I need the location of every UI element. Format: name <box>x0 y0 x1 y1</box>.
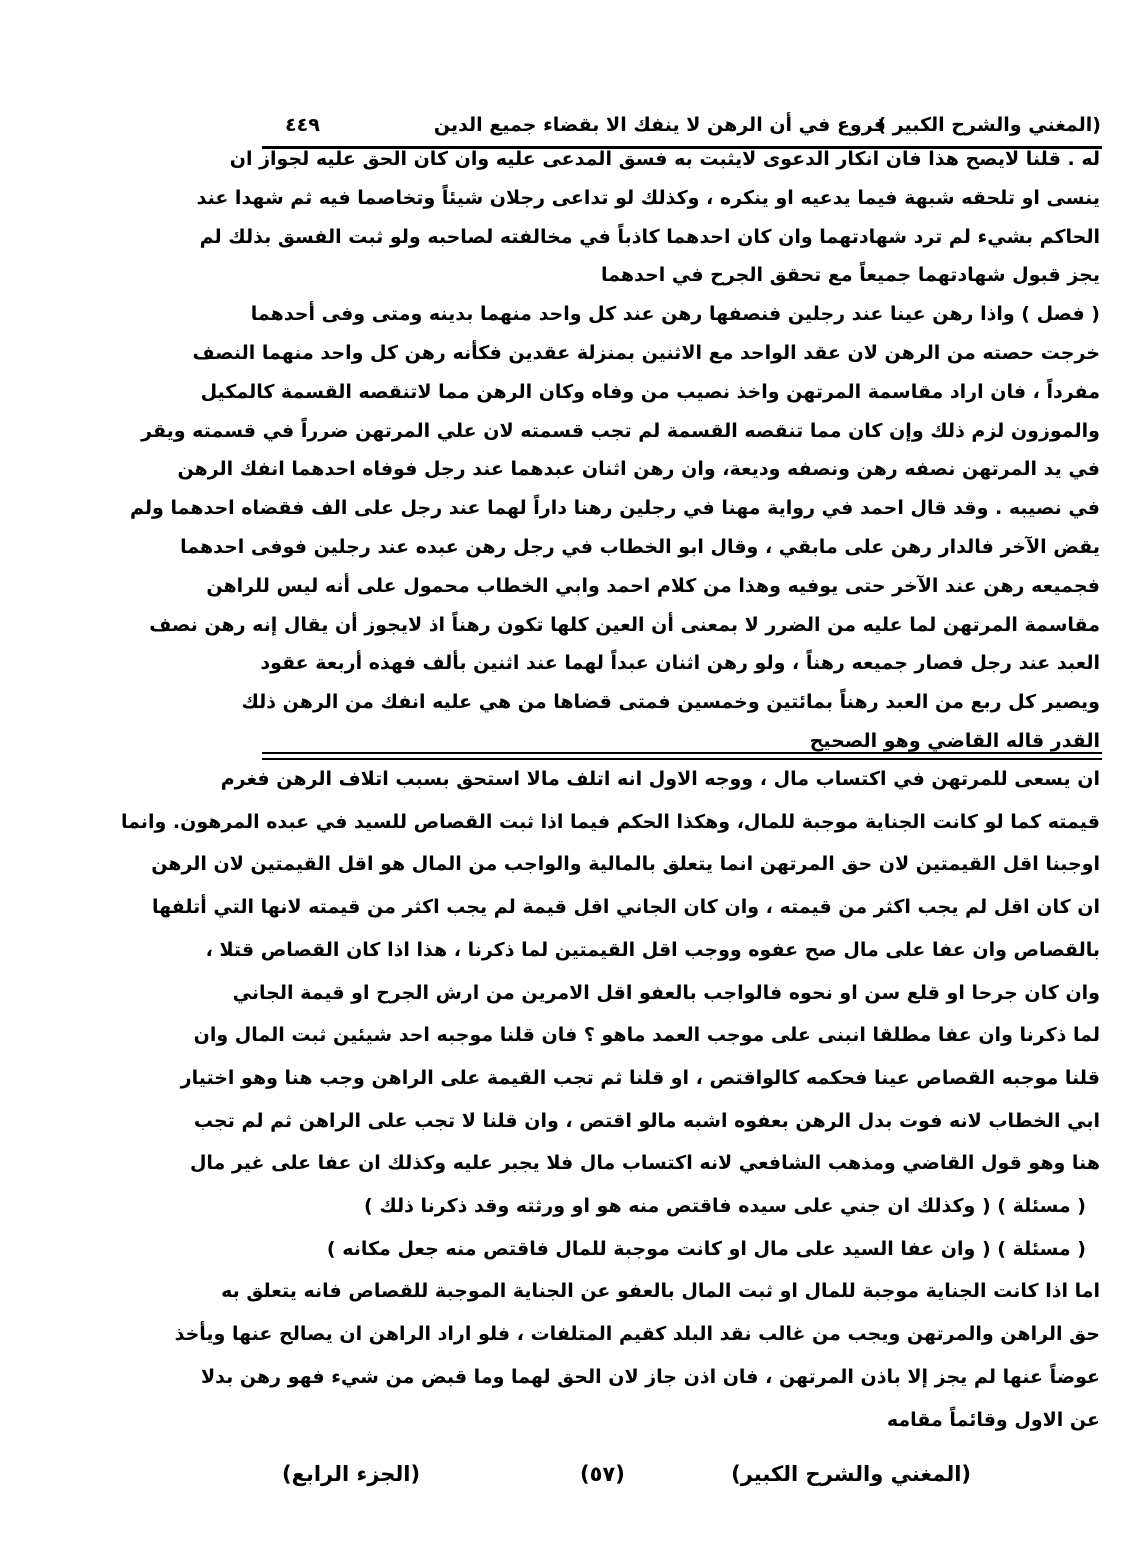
header-book-title: (المغني والشرح الكبير ) <box>877 114 1101 136</box>
footer-book-title: (المغني والشرح الكبير) <box>731 1462 971 1486</box>
text-line: ويصير كل ربع من العبد رهناً بمائتين وخمسين فمتى قضاها من هي عليه انفك من الرهن ذلك <box>241 691 1100 714</box>
header-page-number: ٤٤٩ <box>285 114 320 136</box>
text-line: يجز قبول شهادتهما جميعاً مع تحقق الجرح في احدهما <box>601 264 1100 287</box>
text-line: ( مسئلة ) ( وان عفا السيد على مال او كانت موجبة للمال فاقتص منه جعل مكانه ) <box>326 1237 1086 1260</box>
footer-page-number: (٥٧) <box>580 1462 625 1486</box>
text-line: في يد المرتهن نصفه رهن ونصفه وديعة، وان رهن اثنان عبدهما عند رجل فوفاه احدهما انفك الرهن <box>177 458 1100 481</box>
text-line: ان كان اقل لم يجب اكثر من قيمته ، وان كان الجاني اقل قيمة لم يجب اكثر من قيمته لانها التي أتلفها <box>151 896 1100 919</box>
text-line: اما اذا كانت الجناية موجبة للمال او ثبت المال بالعفو عن الجناية الموجبة للقصاص فانه يتعلق به <box>221 1280 1100 1303</box>
text-line: عن الاول وقائماً مقامه <box>886 1408 1100 1431</box>
text-line: مفرداً ، فان اراد مقاسمة المرتهن واخذ نصيب من وفاه وكان الرهن مما لاتنقصه القسمة كالمكيل <box>200 380 1100 403</box>
text-line: العبد عند رجل فصار جميعه رهناً ، ولو رهن اثنان عبداً لهما عند اثنين بألف فهذه أربعة عقود <box>260 652 1100 675</box>
text-line: ( مسئلة ) ( وكذلك ان جني على سيده فاقتص منه هو او ورثته وقد ذكرنا ذلك ) <box>364 1195 1086 1217</box>
text-line: فجميعه رهن عند الآخر حتى يوفيه وهذا من كلام احمد وابي الخطاب محمول على أنه ليس للراهن <box>206 574 1100 597</box>
text-line: ابي الخطاب لانه فوت بدل الرهن بعفوه اشبه مالو اقتص ، وان قلنا لا تجب على الراهن ثم لم تجب <box>193 1109 1100 1132</box>
text-line: مقاسمة المرتهن لما عليه من الضرر لا بمعنى أن العين كلها تكون رهناً اذ لايجوز أن يقال إنه رهن نصف <box>149 613 1100 636</box>
text-line: هنا وهو قول القاضي ومذهب الشافعي لانه اكتساب مال فلا يجبر عليه وكذلك ان عفا على غير مال <box>189 1152 1100 1175</box>
text-line: قيمته كما لو كانت الجناية موجبة للمال، وهكذا الحكم فيما اذا ثبت القصاص للسيد في عبده المرهون. وانما <box>120 810 1100 833</box>
text-line: له . قلنا لايصح هذا فان انكار الدعوى لايثبت به فسق المدعى عليه وان كان الحق عليه لجواز ان <box>229 148 1100 170</box>
text-line: الحاكم بشيء لم ترد شهادتهما وان كان احدهما كاذباً في مخالفته لصاحبه ولو ثبت الفسق بذلك لم <box>199 225 1100 248</box>
text-line: والموزون لزم ذلك وإن كان مما تنقصه القسمة لم تجب قسمته لان علي المرتهن ضرراً في قسمته ويقر <box>141 419 1100 442</box>
text-line: ( فصل ) واذا رهن عينا عند رجلين فنصفها رهن عند كل واحد منهما بدينه ومتى وفى أحدهما <box>250 303 1100 326</box>
text-line: ينسى او تلحقه شبهة فيما يدعيه او ينكره ، وكذلك لو تداعى رجلان شيئاً وتخاصما فيه ثم شهدا عند <box>196 186 1100 209</box>
text-line: عوضاً عنها لم يجز إلا باذن المرتهن ، فان اذن جاز لان الحق لهما وما قبض من شيء فهو رهن بدلا <box>201 1365 1100 1388</box>
text-line: خرجت حصته من الرهن لان عقد الواحد مع الاثنين بمنزلة عقدين فكأنه رهن كل واحد منهما النصف <box>192 342 1100 364</box>
text-line: في نصيبه . وقد قال احمد في رواية مهنا في رجلين رهنا داراً لهما عند رجل على الف فقضاه احدهما ولم <box>129 497 1100 520</box>
text-line: لما ذكرنا وان عفا مطلقا انبنى على موجب العمد ماهو ؟ فان قلنا موجبه احد شيئين ثبت المال وان <box>193 1024 1100 1047</box>
footer-volume: (الجزء الرابع) <box>282 1462 421 1486</box>
text-line: قلنا موجبه القصاص عينا فحكمه كالواقتص ، او قلنا ثم تجب القيمة على الراهن وجب هنا وهو اختيار <box>180 1066 1100 1089</box>
text-line: اوجبنا اقل القيمتين لان حق المرتهن انما يتعلق بالمالية والواجب من المال هو اقل القيمتين لان الرهن <box>151 853 1100 876</box>
text-line: القدر قاله القاضي وهو الصحيح <box>809 730 1100 752</box>
text-line: بالقصاص وان عفا على مال صح عفوه ووجب اقل القيمتين لما ذكرنا ، هذا اذا كان القصاص قتلا ، <box>205 938 1100 961</box>
text-line: حق الراهن والمرتهن ويجب من غالب نقد البلد كقيم المتلفات ، فلو اراد الراهن ان يصالح عنها ويأخذ <box>174 1323 1100 1346</box>
text-line: ان يسعى للمرتهن في اكتساب مال ، ووجه الاول انه اتلف مالا استحق بسبب اتلاف الرهن فغرم <box>220 768 1100 790</box>
text-line: يقض الآخر فالدار رهن على مابقي ، وقال ابو الخطاب في رجل رهن عبده عند رجلين فوفى احدهما <box>180 536 1100 558</box>
divider-rule-bottom <box>262 758 1102 760</box>
divider-rule-top <box>262 752 1102 754</box>
text-line: وان كان جرحا او قلع سن او نحوه فالواجب بالعفو اقل الامرين من ارش الجرح او قيمة الجاني <box>232 981 1100 1004</box>
header-section-title: فروع في أن الرهن لا ينفك الا بقضاء جميع الدين <box>433 114 886 136</box>
